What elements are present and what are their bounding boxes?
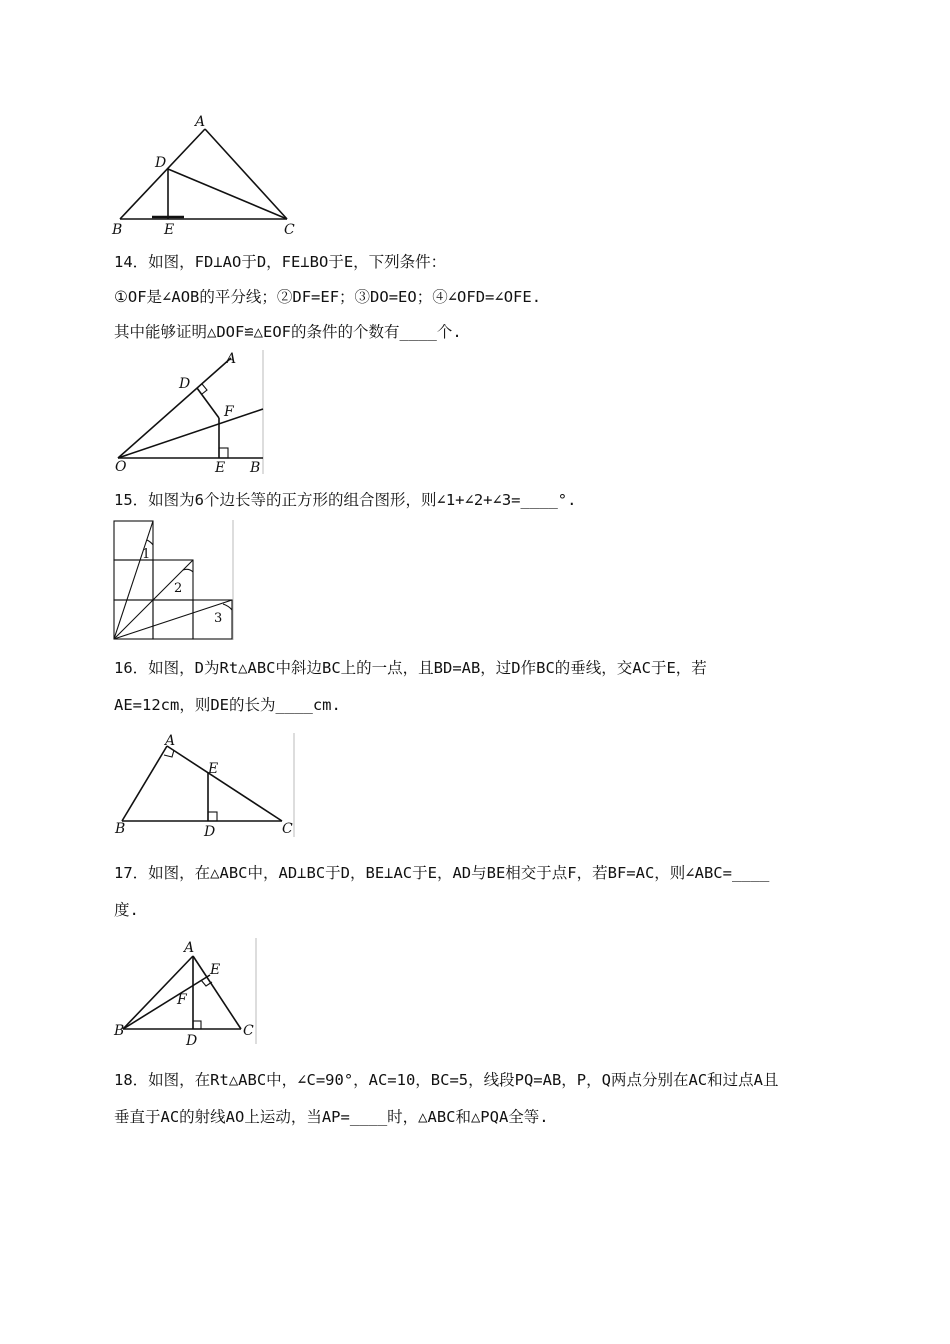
label-B: B	[115, 821, 126, 837]
label-D: D	[204, 824, 216, 839]
label-angle-2: 2	[174, 581, 183, 596]
label-A: A	[195, 114, 206, 130]
q14-line-3: 其中能够证明△DOF≌△EOF的条件的个数有____个.	[114, 323, 462, 341]
q14-line-2: ①OF是∠AOB的平分线；②DF=EF；③DO=EO；④∠OFD=∠OFE.	[114, 288, 542, 306]
figure-q16	[112, 733, 296, 839]
label-B: B	[250, 460, 261, 475]
figure-q13	[110, 112, 310, 240]
label-O: O	[115, 459, 127, 475]
label-B: B	[112, 222, 123, 238]
q18-line-2: 垂直于AC的射线AO上运动，当AP=____时，△ABC和△PQA全等.	[114, 1108, 549, 1126]
q15-line-1: 15．如图为6个边长等的正方形的组合图形，则∠1+∠2+∠3=____°.	[114, 491, 577, 509]
label-C: C	[284, 222, 295, 238]
q16-line-1: 16．如图，D为Rt△ABC中斜边BC上的一点，且BD=AB，过D作BC的垂线，交AC于E，若	[114, 659, 707, 677]
q17-line-2: 度.	[114, 901, 139, 919]
label-E: E	[164, 222, 175, 238]
q14-line-1: 14．如图，FD⊥AO于D，FE⊥BO于E，下列条件：	[114, 253, 447, 271]
label-E: E	[215, 460, 226, 475]
label-C: C	[282, 821, 293, 837]
q16-line-2: AE=12cm，则DE的长为____cm.	[114, 696, 341, 714]
figure-q17	[113, 938, 259, 1048]
label-A: A	[165, 733, 176, 749]
label-C: C	[243, 1023, 254, 1039]
figure-q14	[113, 350, 265, 475]
label-A: A	[184, 940, 195, 956]
label-D: D	[155, 155, 167, 171]
label-E: E	[210, 962, 221, 978]
label-A: A	[226, 351, 237, 367]
label-B: B	[114, 1023, 125, 1039]
label-D: D	[186, 1033, 198, 1048]
figure-q15	[113, 520, 235, 642]
label-E: E	[208, 761, 219, 777]
label-angle-3: 3	[214, 611, 223, 626]
label-angle-1: 1	[142, 547, 151, 562]
label-D: D	[179, 376, 191, 392]
q17-line-1: 17．如图，在△ABC中，AD⊥BC于D，BE⊥AC于E，AD与BE相交于点F，若BF=AC，则∠ABC=____	[114, 864, 770, 882]
q18-line-1: 18．如图，在Rt△ABC中，∠C=90°，AC=10，BC=5，线段PQ=AB，P，Q两点分别在AC和过点A且	[114, 1071, 779, 1089]
label-F: F	[224, 404, 234, 420]
label-F: F	[177, 992, 187, 1008]
